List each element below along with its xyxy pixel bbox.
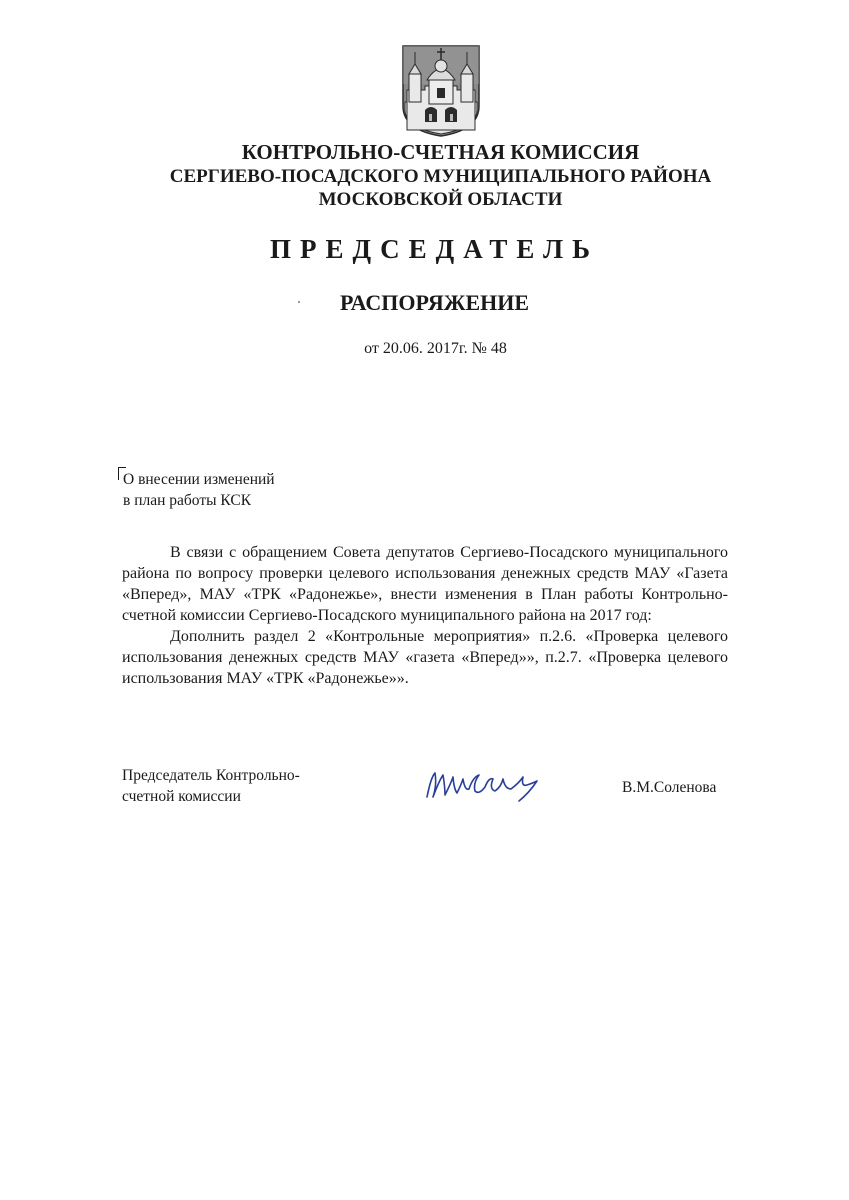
organization-name: КОНТРОЛЬНО-СЧЕТНАЯ КОМИССИЯ bbox=[241, 140, 640, 164]
document-date-number: от 20.06. 2017г. № 48 bbox=[364, 340, 507, 357]
body-paragraph: В связи с обращением Совета депутатов Сергиево-Посадского муниципального района по вопросу проверки целевого использования денежных средств МАУ «Газета «Вперед», МАУ «ТРК «Радонежье», внести изменения в План работы Контрольно-счетной комиссии Сергиево-Посадского муниципального района на 2017 год: bbox=[122, 544, 728, 624]
issuer-title: ПРЕДСЕДАТЕЛЬ bbox=[270, 234, 599, 264]
document-type: РАСПОРЯЖЕНИЕ bbox=[339, 290, 530, 315]
organization-region: МОСКОВСКОЙ ОБЛАСТИ bbox=[318, 189, 563, 210]
document-body bbox=[122, 542, 728, 689]
handwritten-signature bbox=[423, 767, 543, 803]
coat-of-arms-icon bbox=[401, 44, 481, 138]
document-subject bbox=[123, 469, 275, 511]
subject-line: в план работы КСК bbox=[123, 492, 252, 509]
organization-district: СЕРГИЕВО-ПОСАДСКОГО МУНИЦИПАЛЬНОГО РАЙОНА bbox=[169, 166, 712, 187]
subject-line: О внесении изменений bbox=[123, 471, 275, 488]
body-paragraph: Дополнить раздел 2 «Контрольные мероприятия» п.2.6. «Проверка целевого использования денежных средств МАУ «газета «Вперед»», п.2.7. «Проверка целевого использования МАУ «ТРК «Радонежье»». bbox=[122, 628, 728, 687]
signatory-title-line: Председатель Контрольно- bbox=[122, 767, 300, 784]
signatory-title-line: счетной комиссии bbox=[122, 788, 241, 805]
signatory-name: В.М.Соленова bbox=[622, 779, 717, 796]
signatory-title bbox=[122, 765, 300, 807]
